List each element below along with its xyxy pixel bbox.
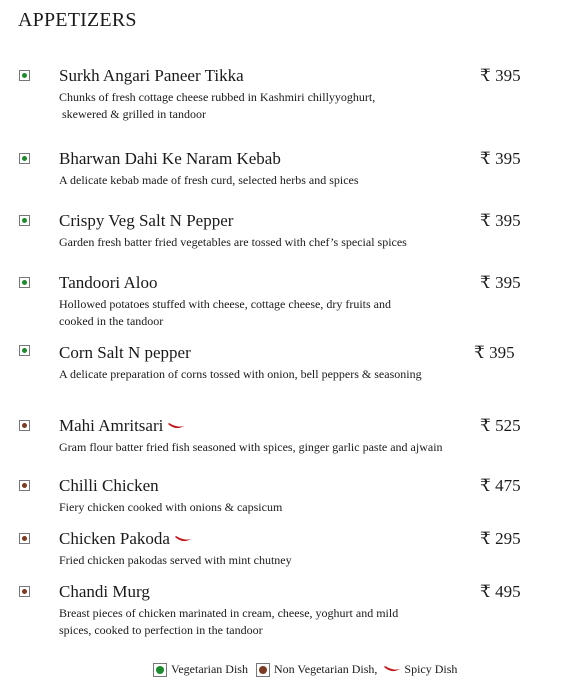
item-description: A delicate preparation of corns tossed with onion, bell peppers & seasoning bbox=[59, 367, 422, 381]
item-price: ₹ 525 bbox=[480, 416, 521, 435]
legend-spicy-label: Spicy Dish bbox=[404, 662, 458, 676]
item-price: ₹ 395 bbox=[474, 343, 515, 362]
item-description: Fiery chicken cooked with onions & capsicum bbox=[59, 500, 283, 514]
item-name: Corn Salt N pepper bbox=[59, 343, 191, 362]
chili-icon bbox=[167, 422, 185, 432]
item-price: ₹ 395 bbox=[480, 149, 521, 168]
item-description: A delicate kebab made of fresh curd, selected herbs and spices bbox=[59, 173, 359, 187]
item-name: Chandi Murg bbox=[59, 582, 150, 601]
nonveg-mark-icon bbox=[256, 663, 270, 677]
nonveg-mark-icon bbox=[19, 586, 30, 597]
veg-mark-icon bbox=[19, 277, 30, 288]
item-description: Gram flour batter fried fish seasoned with spices, ginger garlic paste and ajwain bbox=[59, 440, 443, 454]
nonveg-mark-icon bbox=[19, 480, 30, 491]
item-description: Garden fresh batter fried vegetables are tossed with chef’s special spices bbox=[59, 235, 407, 249]
item-name: Tandoori Aloo bbox=[59, 273, 158, 292]
veg-mark-icon bbox=[19, 345, 30, 356]
item-price: ₹ 295 bbox=[480, 529, 521, 548]
legend bbox=[153, 662, 457, 677]
veg-mark-icon bbox=[19, 215, 30, 226]
item-name: Bharwan Dahi Ke Naram Kebab bbox=[59, 149, 281, 168]
legend-veg-label: Vegetarian Dish bbox=[171, 662, 248, 676]
chili-icon bbox=[383, 665, 401, 675]
item-description: Breast pieces of chicken marinated in cream, cheese, yoghurt and mild spices, cooked to perfection in the tandoor bbox=[59, 606, 399, 637]
item-price: ₹ 395 bbox=[480, 66, 521, 85]
item-name: Chilli Chicken bbox=[59, 476, 159, 495]
item-price: ₹ 395 bbox=[480, 211, 521, 230]
item-price: ₹ 495 bbox=[480, 582, 521, 601]
item-name: Mahi Amritsari bbox=[59, 416, 185, 436]
nonveg-mark-icon bbox=[19, 420, 30, 431]
item-description: Chunks of fresh cottage cheese rubbed in Kashmiri chillyyoghurt, skewered & grilled in tandoor bbox=[59, 90, 376, 121]
chili-icon bbox=[174, 535, 192, 545]
section-title: APPETIZERS bbox=[18, 9, 137, 31]
item-price: ₹ 475 bbox=[480, 476, 521, 495]
veg-mark-icon bbox=[19, 153, 30, 164]
veg-mark-icon bbox=[19, 70, 30, 81]
item-description: Hollowed potatoes stuffed with cheese, cottage cheese, dry fruits and cooked in the tandoor bbox=[59, 297, 392, 328]
veg-mark-icon bbox=[153, 663, 167, 677]
nonveg-mark-icon bbox=[19, 533, 30, 544]
item-description: Fried chicken pakodas served with mint chutney bbox=[59, 553, 292, 567]
legend-nonveg-label: Non Vegetarian Dish, bbox=[273, 662, 378, 676]
item-name: Chicken Pakoda bbox=[59, 529, 192, 549]
item-price: ₹ 395 bbox=[480, 273, 521, 292]
item-name: Crispy Veg Salt N Pepper bbox=[59, 211, 234, 230]
item-name: Surkh Angari Paneer Tikka bbox=[59, 66, 244, 85]
